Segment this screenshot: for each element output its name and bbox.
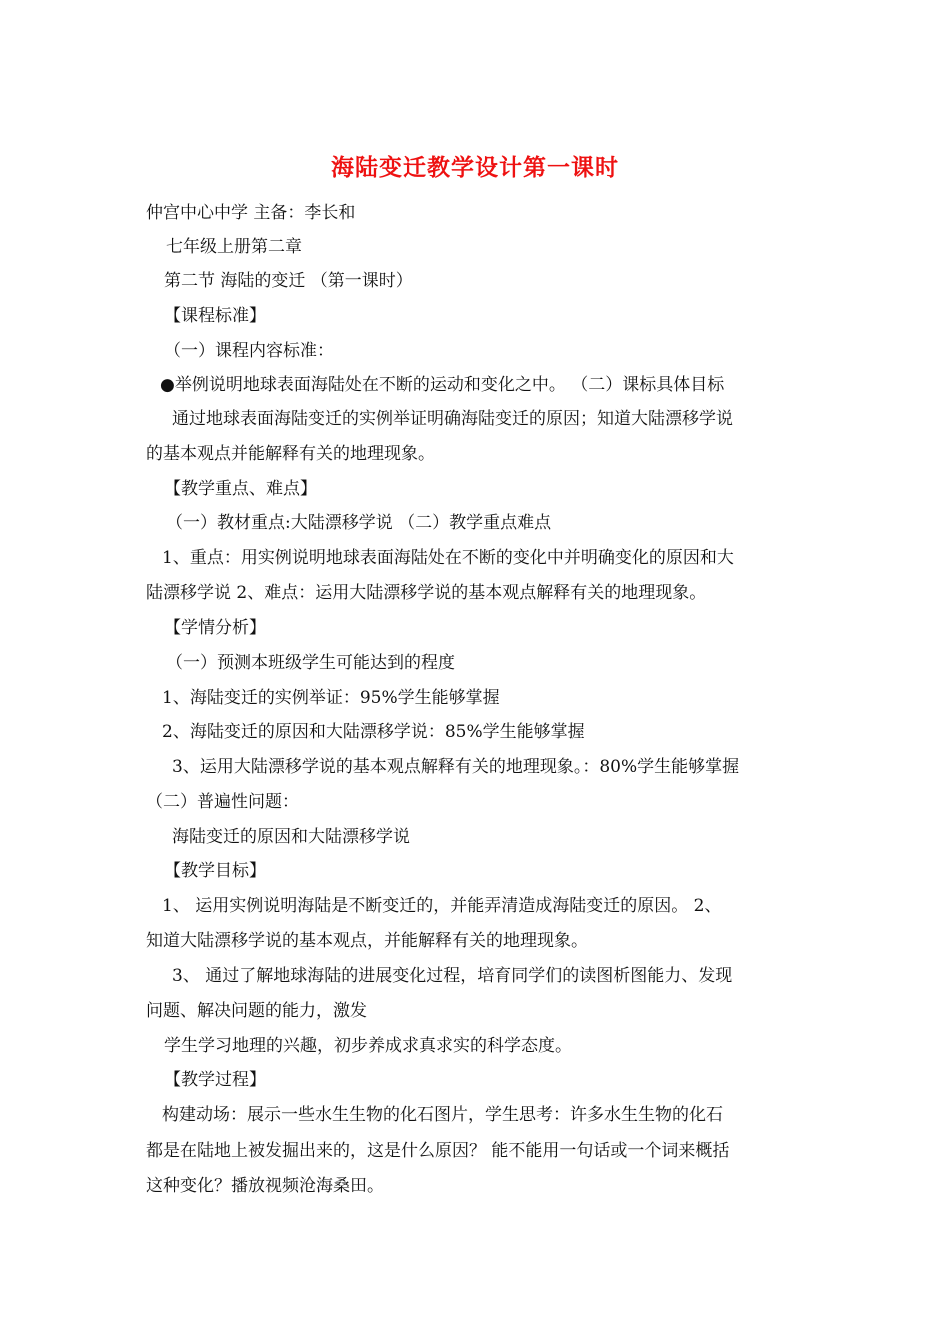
- paragraph-line: 问题、解决问题的能力，激发: [146, 1001, 367, 1021]
- author-line: 仲宫中心中学 主备：李长和: [146, 203, 356, 223]
- paragraph-line: 构建动场：展示一些水生生物的化石图片，学生思考：许多水生生物的化石: [162, 1105, 723, 1125]
- paragraph-line: 通过地球表面海陆变迁的实例举证明确海陆变迁的原因；知道大陆漂移学说: [172, 409, 733, 429]
- teaching-goals-heading: 【教学目标】: [164, 861, 266, 881]
- section-heading: 第二节 海陆的变迁 （第一课时）: [164, 271, 413, 291]
- paragraph-line: （二）普遍性问题：: [146, 792, 299, 812]
- teaching-process-heading: 【教学过程】: [164, 1070, 266, 1090]
- list-item: 1、海陆变迁的实例举证：95%学生能够掌握: [162, 688, 500, 708]
- grade-chapter-line: 七年级上册第二章: [166, 237, 302, 257]
- list-item: 3、运用大陆漂移学说的基本观点解释有关的地理现象。：80%学生能够掌握: [172, 757, 740, 777]
- document-title: 海陆变迁教学设计第一课时: [331, 155, 619, 181]
- paragraph-line: 的基本观点并能解释有关的地理现象。: [146, 444, 435, 464]
- curriculum-standard-heading: 【课程标准】: [164, 306, 266, 326]
- list-item: 2、海陆变迁的原因和大陆漂移学说：85%学生能够掌握: [162, 722, 585, 742]
- list-item: 1、 运用实例说明海陆是不断变迁的，并能弄清造成海陆变迁的原因。 2、: [162, 896, 722, 916]
- paragraph-line: 这种变化？播放视频沧海桑田。: [146, 1176, 384, 1196]
- paragraph-line: （一）预测本班级学生可能达到的程度: [166, 653, 455, 673]
- list-item: 3、 通过了解地球海陆的进展变化过程，培育同学们的读图析图能力、发现: [172, 966, 733, 986]
- paragraph-line: 陆漂移学说 2、难点：运用大陆漂移学说的基本观点解释有关的地理现象。: [146, 583, 707, 603]
- bullet-line: ●举例说明地球表面海陆处在不断的运动和变化之中。 （二）课标具体目标: [160, 375, 725, 395]
- paragraph-line: 1、重点：用实例说明地球表面海陆处在不断的变化中并明确变化的原因和大: [162, 548, 734, 568]
- paragraph-line: （一）教材重点:大陆漂移学说 （二）教学重点难点: [166, 513, 552, 533]
- key-points-heading: 【教学重点、难点】: [164, 479, 317, 499]
- paragraph-line: 学生学习地理的兴趣，初步养成求真求实的科学态度。: [164, 1036, 572, 1056]
- learner-analysis-heading: 【学情分析】: [164, 618, 266, 638]
- paragraph-line: 都是在陆地上被发掘出来的，这是什么原因？ 能不能用一句话或一个词来概括: [146, 1141, 730, 1161]
- paragraph-line: 海陆变迁的原因和大陆漂移学说: [172, 827, 410, 847]
- paragraph-line: 知道大陆漂移学说的基本观点，并能解释有关的地理现象。: [146, 931, 588, 951]
- content-standard-line: （一）课程内容标准：: [164, 341, 334, 361]
